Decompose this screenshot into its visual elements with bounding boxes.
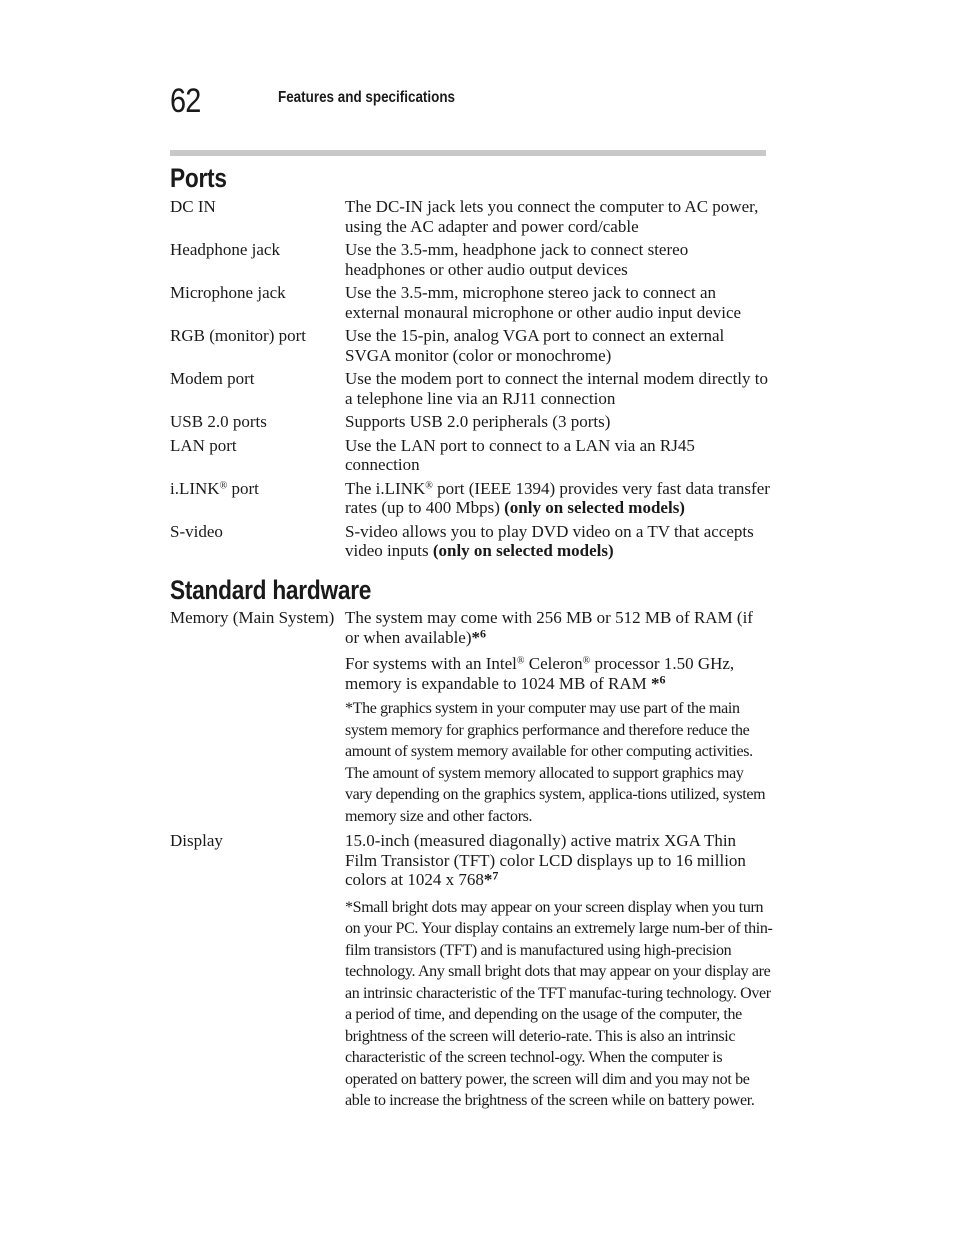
spec-desc: The i.LINK® port (IEEE 1394) provides very fast data transfer rates (up to 400 Mbps) (only on selected models) xyxy=(345,478,770,517)
spec-row xyxy=(170,522,770,561)
spec-term: USB 2.0 ports xyxy=(170,412,267,431)
spec-row-display xyxy=(170,831,773,1112)
standard-hardware-section xyxy=(170,575,773,1112)
running-title: Features and specifications xyxy=(278,89,456,106)
spec-row xyxy=(170,436,770,475)
spec-desc: S-video allows you to play DVD video on a TV that accepts video inputs (only on selected models) xyxy=(345,521,754,560)
spec-term: i.LINK® port xyxy=(170,478,259,498)
spec-row xyxy=(170,369,770,408)
spec-term: S-video xyxy=(170,521,223,541)
ports-heading: Ports xyxy=(170,163,227,193)
page-number: 62 xyxy=(170,82,201,120)
spec-row xyxy=(170,240,770,279)
spec-term: Display xyxy=(170,831,223,850)
ports-section xyxy=(170,163,770,561)
spec-term: Microphone jack xyxy=(170,283,286,302)
header-rule xyxy=(170,150,766,156)
spec-desc: Use the 3.5-mm, headphone jack to connect stereo headphones or other audio output devices xyxy=(345,240,689,279)
spec-desc: 15.0-inch (measured diagonally) active matrix XGA Thin Film Transistor (TFT) color LCD displays up to 16 million colors at 1024 x 768*$^7$ xyxy=(345,831,746,889)
spec-desc: Use the LAN port to connect to a LAN via an RJ45 connection xyxy=(345,435,695,474)
spec-row xyxy=(170,283,770,322)
spec-desc: Use the 3.5-mm, microphone stereo jack to connect an external monaural microphone or other audio input device xyxy=(345,283,742,322)
spec-term: LAN port xyxy=(170,435,237,455)
spec-term: Modem port xyxy=(170,369,255,388)
spec-desc: Use the 15-pin, analog VGA port to connect an external SVGA monitor (color or monochrome) xyxy=(345,326,725,365)
spec-row xyxy=(170,326,770,365)
spec-desc: The DC-IN jack lets you connect the computer to AC power, using the AC adapter and power cord/cable xyxy=(345,197,759,236)
spec-row xyxy=(170,479,770,518)
spec-term: RGB (monitor) port xyxy=(170,326,306,345)
spec-row xyxy=(170,197,770,236)
spec-term: Headphone jack xyxy=(170,240,280,259)
display-footnote: *Small bright dots may appear on your screen display when you turn on your PC. Your display contains an extremely large num-ber of thin-film transistors (TFT) and is manufactured using high-precision technology. Any small bright dots that may appear on your display are an intrinsic characteristic of the TFT manufac-turing technology. Over a period of time, and depending on the usage of the computer, the brightness of the screen will deterio-rate. This is also an intrinsic characteristic of the screen technol-ogy. When the computer is operated on battery power, the screen will dim and you may not be able to increase the brightness of the screen while on battery power. xyxy=(345,898,773,1109)
spec-desc: The system may come with 256 MB or 512 MB of RAM (if or when available)*$^6$ For systems with an Intel® Celeron® processor 1.50 GHz, memory is expandable to 1024 MB of RAM *$^6$ xyxy=(345,608,753,693)
memory-footnote: *The graphics system in your computer may use part of the main system memory for graphics performance and therefore reduce the amount of system memory available for other computing activities. The amount of system memory allocated to support graphics may vary depending on the graphics system, applica-tions utilized, system memory size and other factors. xyxy=(345,700,766,825)
spec-row xyxy=(170,412,770,432)
standard-hardware-heading: Standard hardware xyxy=(170,575,372,605)
spec-term: DC IN xyxy=(170,197,216,216)
spec-desc: Use the modem port to connect the internal modem directly to a telephone line via an RJ11 connection xyxy=(345,369,768,408)
spec-row-memory xyxy=(170,608,770,827)
spec-term: Memory (Main System) xyxy=(170,608,335,627)
spec-desc: Supports USB 2.0 peripherals (3 ports) xyxy=(345,412,611,431)
